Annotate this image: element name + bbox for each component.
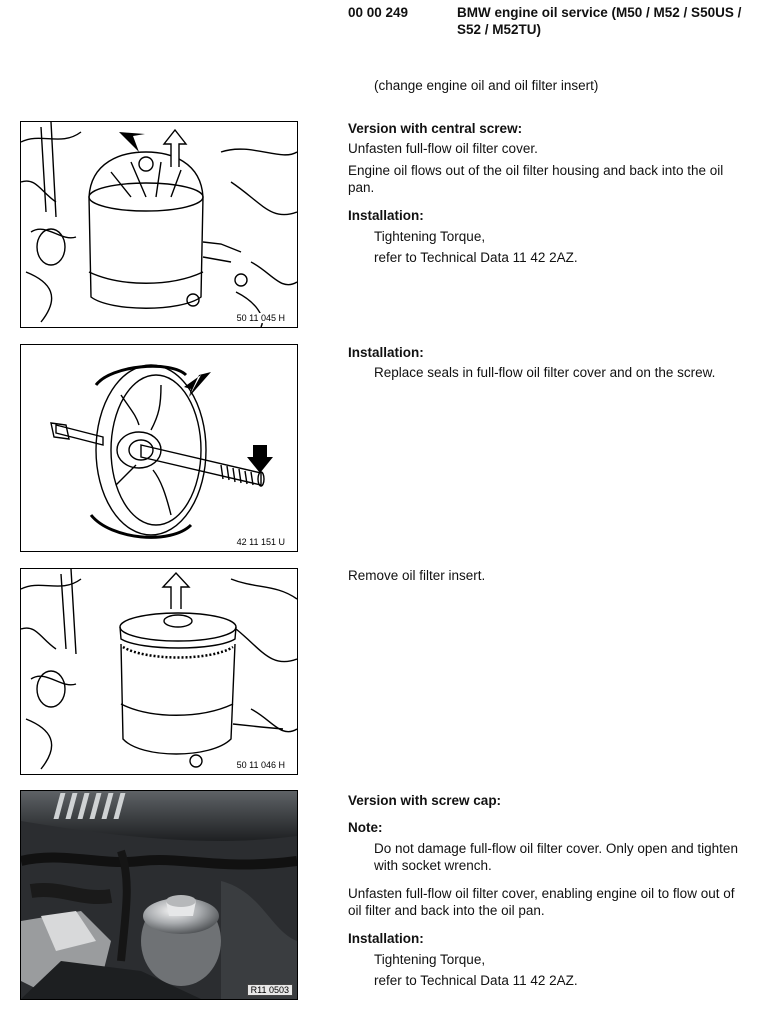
figure-code: 42 11 151 U (236, 537, 285, 547)
instruction-text: Replace seals in full-flow oil filter cover and on the screw. (374, 365, 716, 380)
filter-cover-drawing (21, 345, 297, 551)
torque-text: Tightening Torque, (374, 952, 486, 967)
document-number: 00 00 249 (348, 5, 409, 20)
figure-code: 50 11 045 H (236, 313, 285, 323)
instruction-text: Unfasten full-flow oil filter cover, enabling engine oil to flow out of oil filter and back into the oil pan. (348, 886, 735, 918)
section-heading-central-screw: Version with central screw: (348, 121, 523, 136)
filter-insert-drawing (21, 569, 297, 774)
figure-remove-filter-insert (20, 568, 298, 775)
instruction-text: Engine oil flows out of the oil filter housing and back into the oil pan. (348, 163, 724, 195)
installation-heading: Installation: (348, 208, 424, 223)
section-heading-screw-cap: Version with screw cap: (348, 793, 502, 808)
intro-text: (change engine oil and oil filter insert) (374, 78, 599, 93)
figure-code: R11 0503 (247, 984, 293, 996)
oil-filter-housing-drawing (21, 122, 297, 327)
engine-bay-photo (21, 791, 297, 999)
note-heading: Note: (348, 820, 383, 835)
installation-heading: Installation: (348, 345, 424, 360)
torque-reference: refer to Technical Data 11 42 2AZ. (374, 250, 578, 265)
document-title: BMW engine oil service (M50 / M52 / S50US / S52 / M52TU) (457, 5, 742, 37)
instruction-text: Unfasten full-flow oil filter cover. (348, 141, 538, 156)
installation-heading: Installation: (348, 931, 424, 946)
figure-oil-filter-central-screw (20, 121, 298, 328)
torque-reference: refer to Technical Data 11 42 2AZ. (374, 973, 578, 988)
figure-code: 50 11 046 H (236, 760, 285, 770)
note-text: Do not damage full-flow oil filter cover. Only open and tighten with socket wrench. (374, 841, 738, 873)
figure-engine-photo (20, 790, 298, 1000)
torque-text: Tightening Torque, (374, 229, 486, 244)
instruction-text: Remove oil filter insert. (348, 568, 486, 583)
figure-filter-cover-screw (20, 344, 298, 552)
